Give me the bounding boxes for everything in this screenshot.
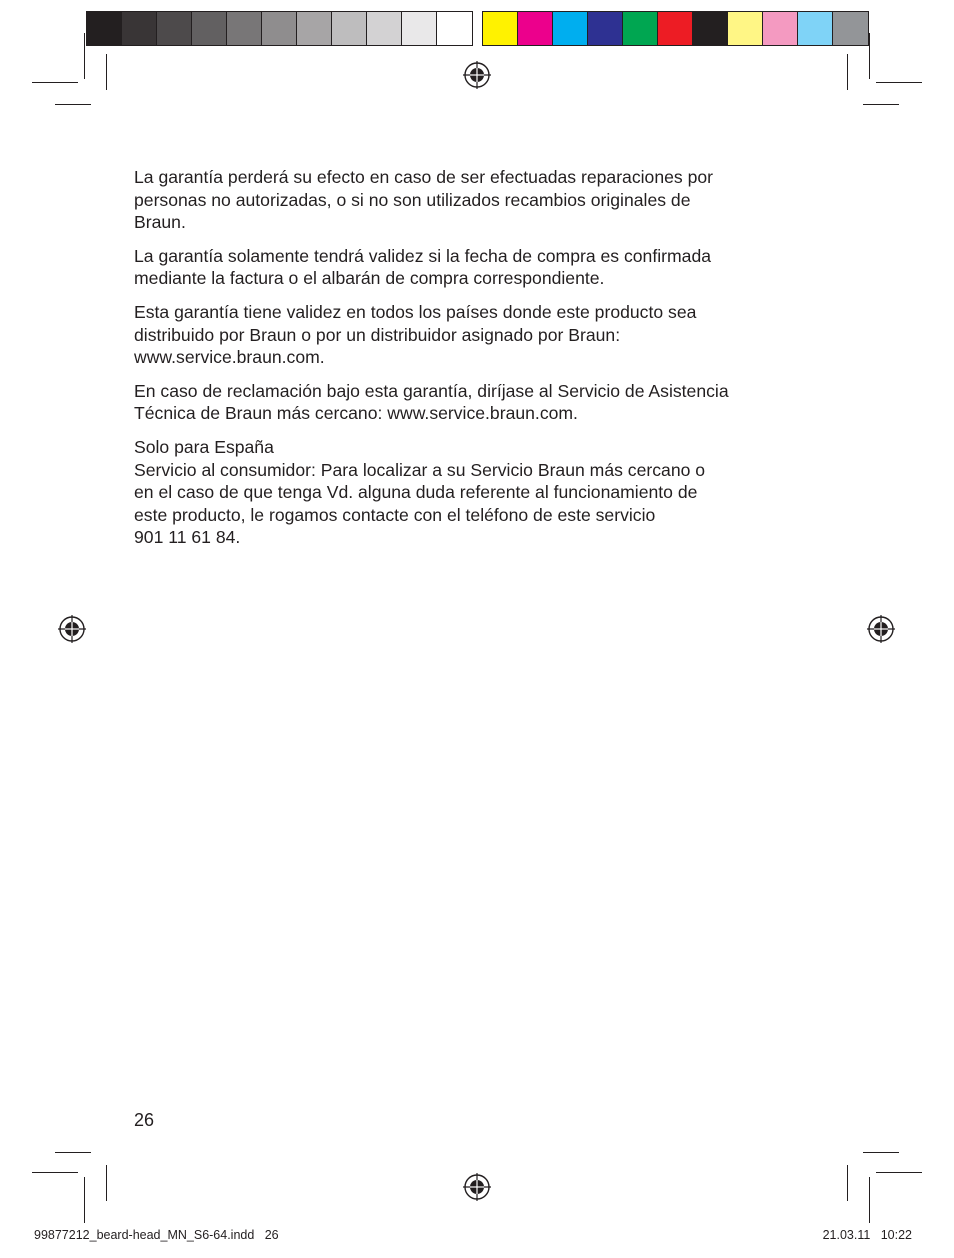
color-swatch	[623, 12, 658, 45]
color-swatch	[402, 12, 437, 45]
crop-mark	[847, 54, 848, 90]
color-swatch	[122, 12, 157, 45]
crop-mark	[55, 1152, 91, 1153]
slug-file-info: 99877212_beard-head_MN_S6-64.indd 26	[34, 1228, 279, 1242]
paragraph: Solo para España Servicio al consumidor: Para localizar a su Servicio Braun más cercano o en el caso de que tenga Vd. alguna duda referente al funcionamiento de este producto, le rogamos contacte con el teléfono de este servicio 901 11 61 84.	[134, 436, 706, 548]
color-swatch	[553, 12, 588, 45]
registration-mark-icon	[58, 615, 86, 643]
crop-mark	[106, 1165, 107, 1201]
color-swatch	[693, 12, 728, 45]
crop-mark	[876, 1172, 922, 1173]
registration-mark-icon	[463, 61, 491, 89]
color-swatch	[658, 12, 693, 45]
color-swatch	[157, 12, 192, 45]
color-swatch	[518, 12, 553, 45]
crop-mark	[863, 1152, 899, 1153]
warranty-text	[134, 166, 824, 560]
paragraph: La garantía solamente tendrá validez si la fecha de compra es confirmada mediante la factura o el albarán de compra correspondiente.	[134, 245, 712, 289]
crop-mark	[869, 1177, 870, 1223]
crop-mark	[55, 104, 91, 105]
color-swatch	[192, 12, 227, 45]
crop-mark	[32, 82, 78, 83]
color-swatch	[728, 12, 763, 45]
color-swatch	[332, 12, 367, 45]
crop-mark	[876, 82, 922, 83]
paragraph: En caso de reclamación bajo esta garantía, diríjase al Servicio de Asistencia Técnica de Braun más cercano: www.service.braun.com.	[134, 380, 729, 424]
crop-mark	[32, 1172, 78, 1173]
page-number: 26	[134, 1110, 155, 1130]
color-swatch	[763, 12, 798, 45]
color-swatch	[297, 12, 332, 45]
paragraph: La garantía perderá su efecto en caso de ser efectuadas reparaciones por personas no autorizadas, o si no son utilizados recambios originales de Braun.	[134, 167, 714, 233]
crop-mark	[84, 1177, 85, 1223]
color-swatch	[437, 12, 472, 45]
color-swatch	[227, 12, 262, 45]
crop-mark	[847, 1165, 848, 1201]
crop-mark	[869, 33, 870, 79]
crop-mark	[863, 104, 899, 105]
color-calibration-bar	[482, 11, 869, 46]
registration-mark-icon	[463, 1173, 491, 1201]
slug-datetime: 21.03.11 10:22	[822, 1228, 912, 1242]
paragraph: Esta garantía tiene validez en todos los países donde este producto sea distribuido por Braun o por un distribuidor asignado por Braun: www.service.braun.com.	[134, 301, 697, 368]
color-swatch	[588, 12, 623, 45]
color-swatch	[87, 12, 122, 45]
color-swatch	[483, 12, 518, 45]
color-swatch	[367, 12, 402, 45]
registration-mark-icon	[867, 615, 895, 643]
color-swatch	[833, 12, 868, 45]
color-swatch	[262, 12, 297, 45]
grayscale-calibration-bar	[86, 11, 473, 46]
crop-mark	[84, 33, 85, 79]
color-swatch	[798, 12, 833, 45]
crop-mark	[106, 54, 107, 90]
